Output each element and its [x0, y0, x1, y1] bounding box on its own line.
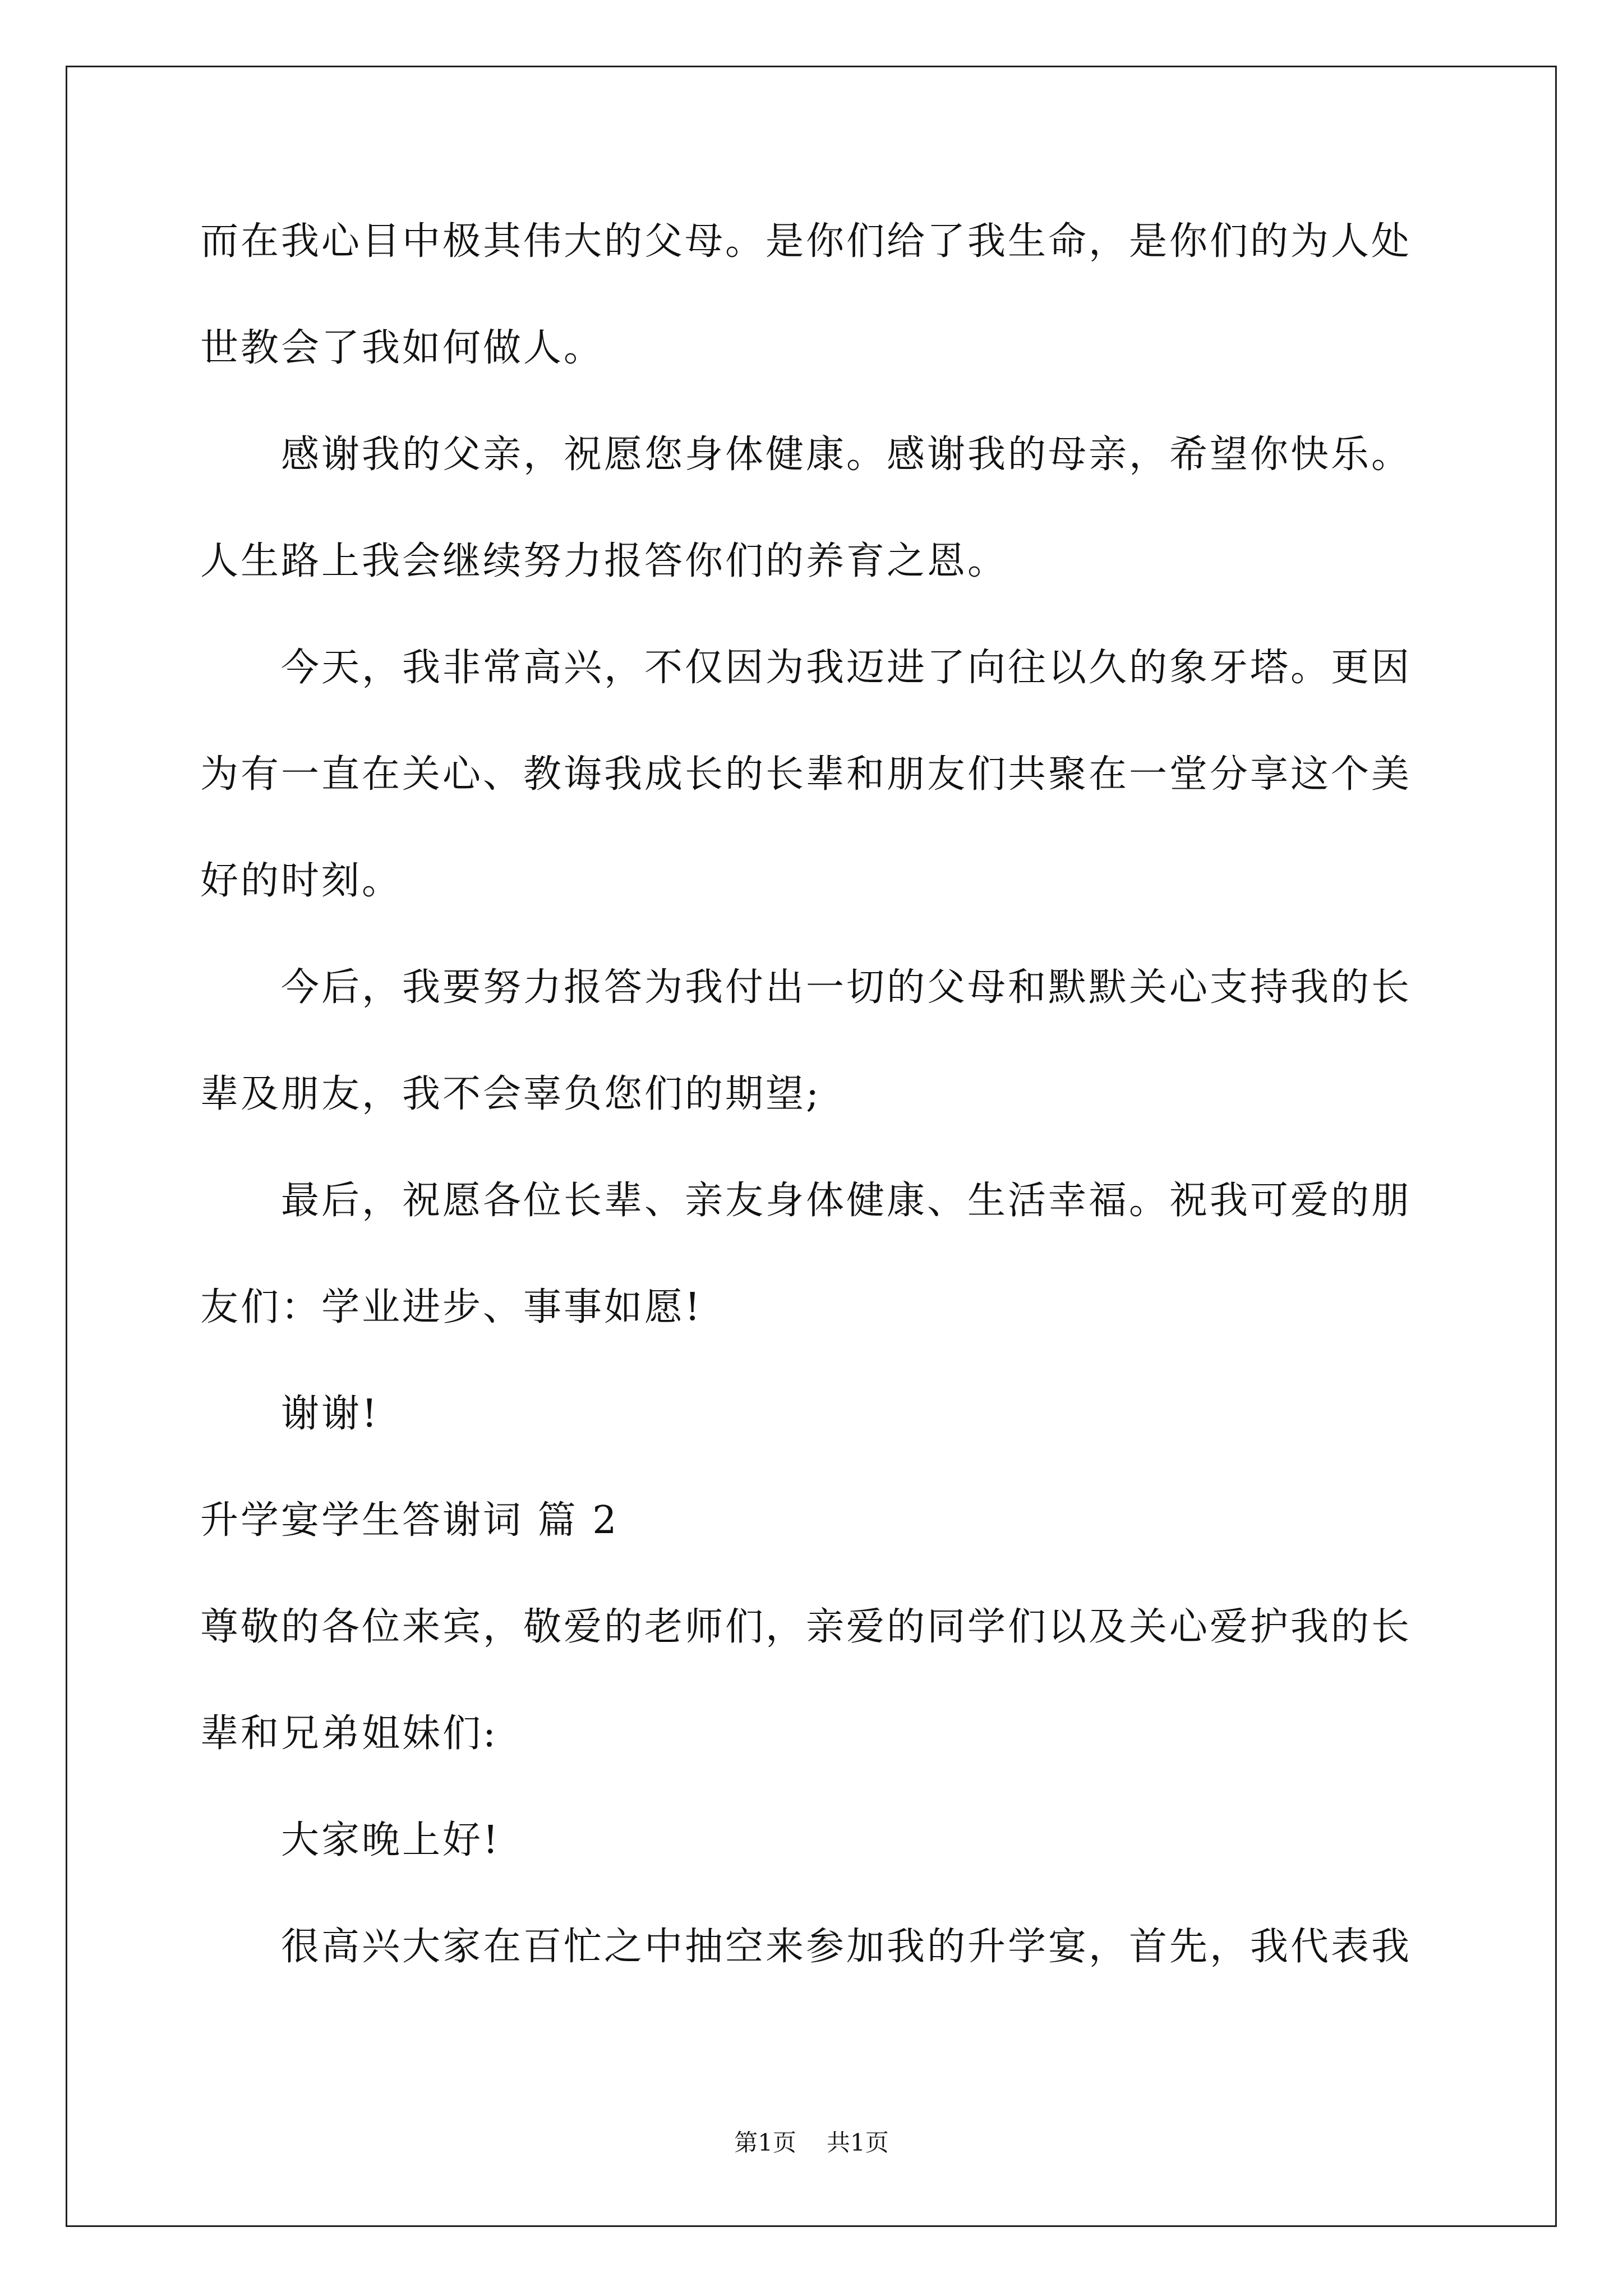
text-line: 世教会了我如何做人。 [200, 326, 605, 370]
paragraph-first-line: 最后，祝愿各位长辈、亲友身体健康、生活幸福。祝我可爱的朋 [281, 1179, 1412, 1223]
text-line: 辈和兄弟姐妹们: [200, 1711, 498, 1756]
page-footer [0, 2126, 1623, 2160]
page-number: 第1页 [734, 2129, 796, 2156]
paragraph-first-line: 今天，我非常高兴，不仅因为我迈进了向往以久的象牙塔。更因 [281, 646, 1412, 690]
paragraph-first-line: 感谢我的父亲，祝愿您身体健康。感谢我的母亲，希望你快乐。 [281, 432, 1412, 477]
paragraph-first-line: 谢谢! [281, 1392, 380, 1436]
text-line: 好的时刻。 [200, 859, 403, 903]
text-line: 而在我心目中极其伟大的父母。是你们给了我生命，是你们的为人处 [200, 219, 1412, 264]
page-border [66, 66, 1557, 2227]
text-line: 尊敬的各位来宾，敬爱的老师们，亲爱的同学们以及关心爱护我的长 [200, 1605, 1412, 1649]
section-heading: 升学宴学生答谢词 篇 2 [200, 1498, 619, 1543]
text-line: 友们：学业进步、事事如愿! [200, 1285, 703, 1329]
text-line: 辈及朋友，我不会辜负您们的期望; [200, 1072, 821, 1116]
paragraph-first-line: 大家晚上好! [281, 1818, 501, 1862]
text-line: 人生路上我会继续努力报答你们的养育之恩。 [200, 539, 1008, 583]
text-line: 为有一直在关心、教诲我成长的长辈和朋友们共聚在一堂分享这个美 [200, 752, 1412, 797]
page-total: 共1页 [827, 2129, 889, 2156]
paragraph-first-line: 今后，我要努力报答为我付出一切的父母和默默关心支持我的长 [281, 965, 1412, 1010]
paragraph-first-line: 很高兴大家在百忙之中抽空来参加我的升学宴，首先，我代表我 [281, 1925, 1412, 1969]
